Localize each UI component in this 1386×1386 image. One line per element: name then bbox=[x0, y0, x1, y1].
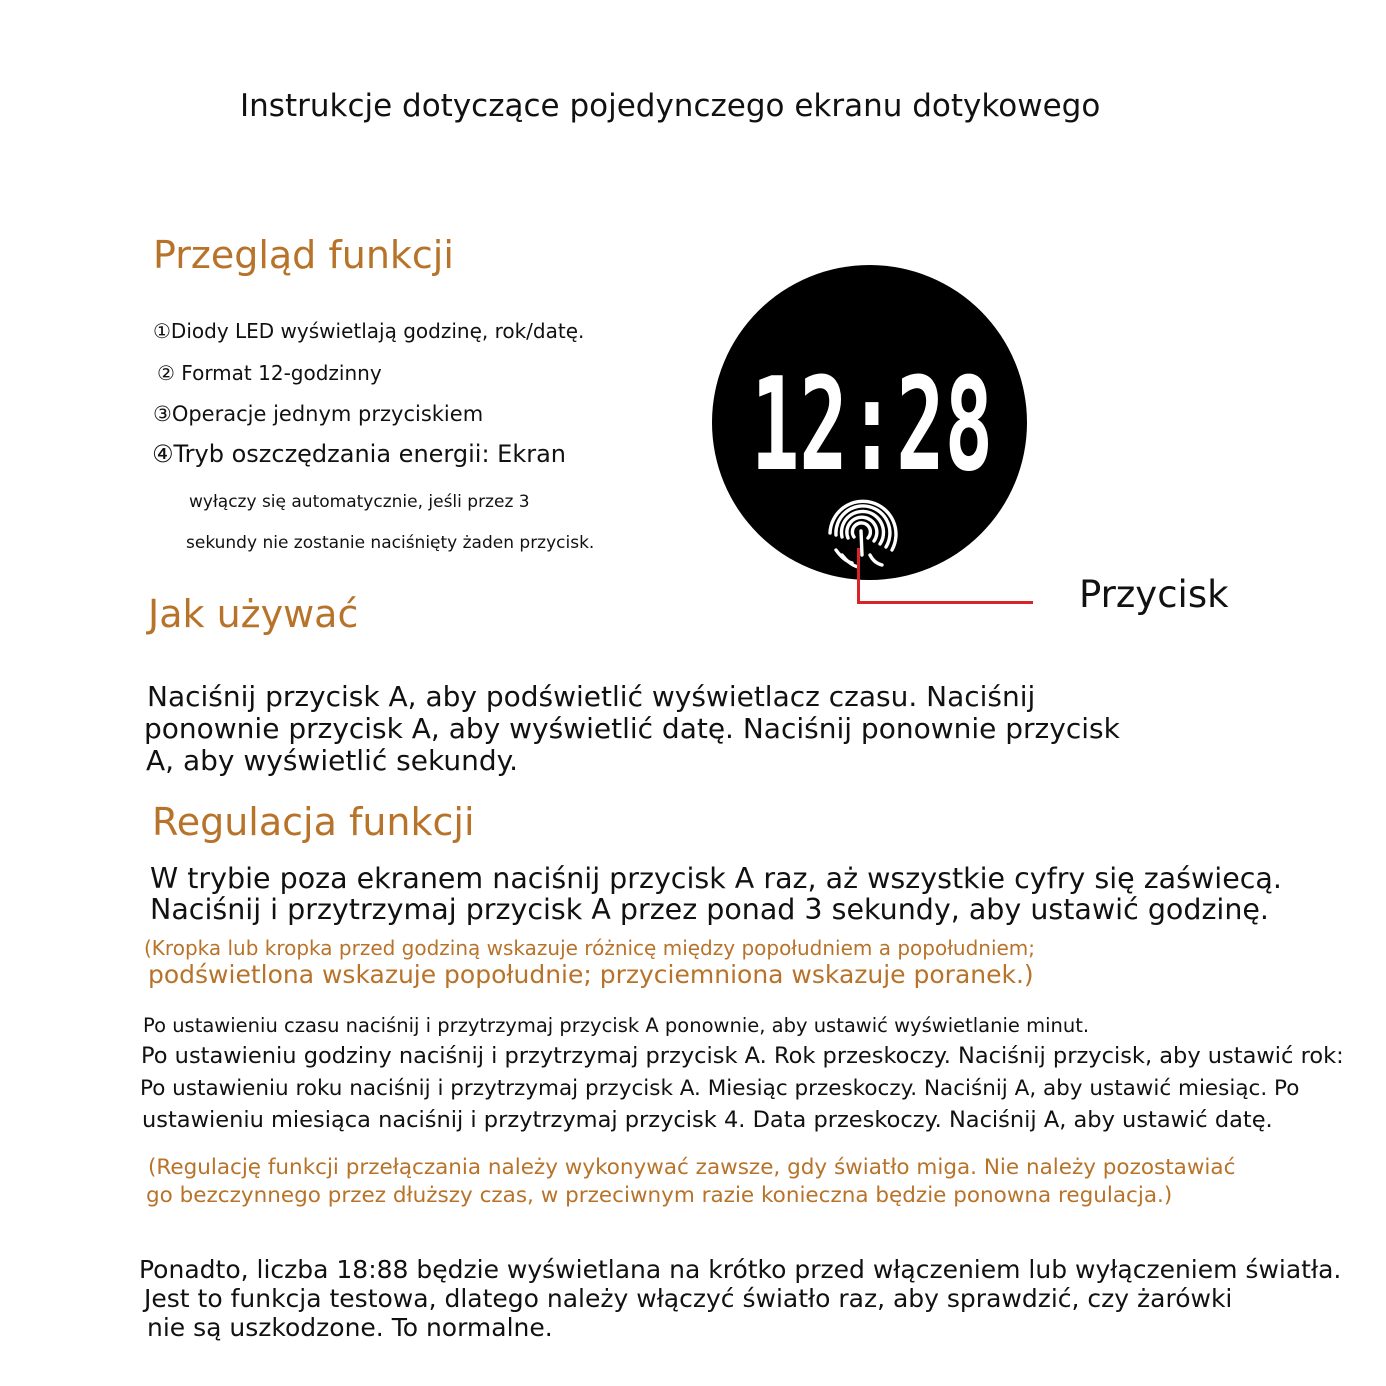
clock-time-display: 12:28 bbox=[751, 351, 993, 500]
feature-item-1: ①Diody LED wyświetlają godzinę, rok/datę. bbox=[153, 319, 585, 343]
regulation-step: Po ustawieniu roku naciśnij i przytrzymaj przycisk A. Miesiąc przeskoczy. Naciśnij A, aby ustawić miesiąc. Po bbox=[140, 1076, 1300, 1101]
feature-item-2: ② Format 12-godzinny bbox=[157, 361, 382, 385]
led-display bbox=[712, 265, 1027, 580]
how-to-line: ponownie przycisk A, aby wyświetlić datę. Naciśnij ponownie przycisk bbox=[144, 712, 1120, 745]
feature-item-4-continuation: wyłączy się automatycznie, jeśli przez 3 bbox=[189, 492, 530, 512]
clock-device bbox=[712, 265, 1027, 580]
section-heading-how-to: Jak używać bbox=[148, 592, 359, 636]
how-to-line: A, aby wyświetlić sekundy. bbox=[146, 744, 519, 777]
section-heading-regulation: Regulacja funkcji bbox=[152, 800, 475, 844]
fingerprint-icon[interactable] bbox=[830, 501, 896, 567]
extra-info-line: nie są uszkodzone. To normalne. bbox=[147, 1313, 553, 1342]
callout-line-horizontal bbox=[857, 601, 1033, 604]
section-heading-overview: Przegląd funkcji bbox=[153, 233, 454, 277]
button-label: Przycisk bbox=[1079, 573, 1229, 616]
regulation-step: Po ustawieniu godziny naciśnij i przytrzymaj przycisk A. Rok przeskoczy. Naciśnij przycisk, aby ustawić rok: bbox=[141, 1043, 1344, 1069]
how-to-line: Naciśnij przycisk A, aby podświetlić wyświetlacz czasu. Naciśnij bbox=[147, 680, 1036, 713]
feature-item-3: ③Operacje jednym przyciskiem bbox=[153, 402, 484, 426]
regulation-step: Po ustawieniu czasu naciśnij i przytrzymaj przycisk A ponownie, aby ustawić wyświetlanie minut. bbox=[143, 1014, 1090, 1037]
regulation-warning: (Regulację funkcji przełączania należy wykonywać zawsze, gdy światło miga. Nie należy pozostawiać bbox=[148, 1155, 1236, 1180]
regulation-warning: go bezczynnego przez dłuższy czas, w przeciwnym razie konieczna będzie ponowna regulacja.) bbox=[146, 1183, 1173, 1208]
callout-line-vertical bbox=[857, 548, 860, 603]
regulation-line: W trybie poza ekranem naciśnij przycisk A raz, aż wszystkie cyfry się zaświecą. bbox=[150, 862, 1282, 895]
feature-item-4: ④Tryb oszczędzania energii: Ekran bbox=[152, 440, 566, 468]
page-title: Instrukcje dotyczące pojedynczego ekranu dotykowego bbox=[240, 88, 1101, 124]
regulation-note: (Kropka lub kropka przed godziną wskazuje różnicę między popołudniem a popołudniem; bbox=[144, 936, 1036, 960]
regulation-step: ustawieniu miesiąca naciśnij i przytrzymaj przycisk 4. Data przeskoczy. Naciśnij A, aby ustawić datę. bbox=[142, 1107, 1273, 1133]
regulation-line: Naciśnij i przytrzymaj przycisk A przez ponad 3 sekundy, aby ustawić godzinę. bbox=[150, 893, 1269, 926]
extra-info-line: Jest to funkcja testowa, dlatego należy włączyć światło raz, aby sprawdzić, czy żarówki bbox=[144, 1284, 1233, 1313]
extra-info-line: Ponadto, liczba 18:88 będzie wyświetlana na krótko przed włączeniem lub wyłączeniem światła. bbox=[139, 1255, 1342, 1284]
regulation-note: podświetlona wskazuje popołudnie; przyciemniona wskazuje poranek.) bbox=[148, 960, 1034, 989]
feature-item-4-continuation: sekundy nie zostanie naciśnięty żaden przycisk. bbox=[186, 533, 595, 553]
